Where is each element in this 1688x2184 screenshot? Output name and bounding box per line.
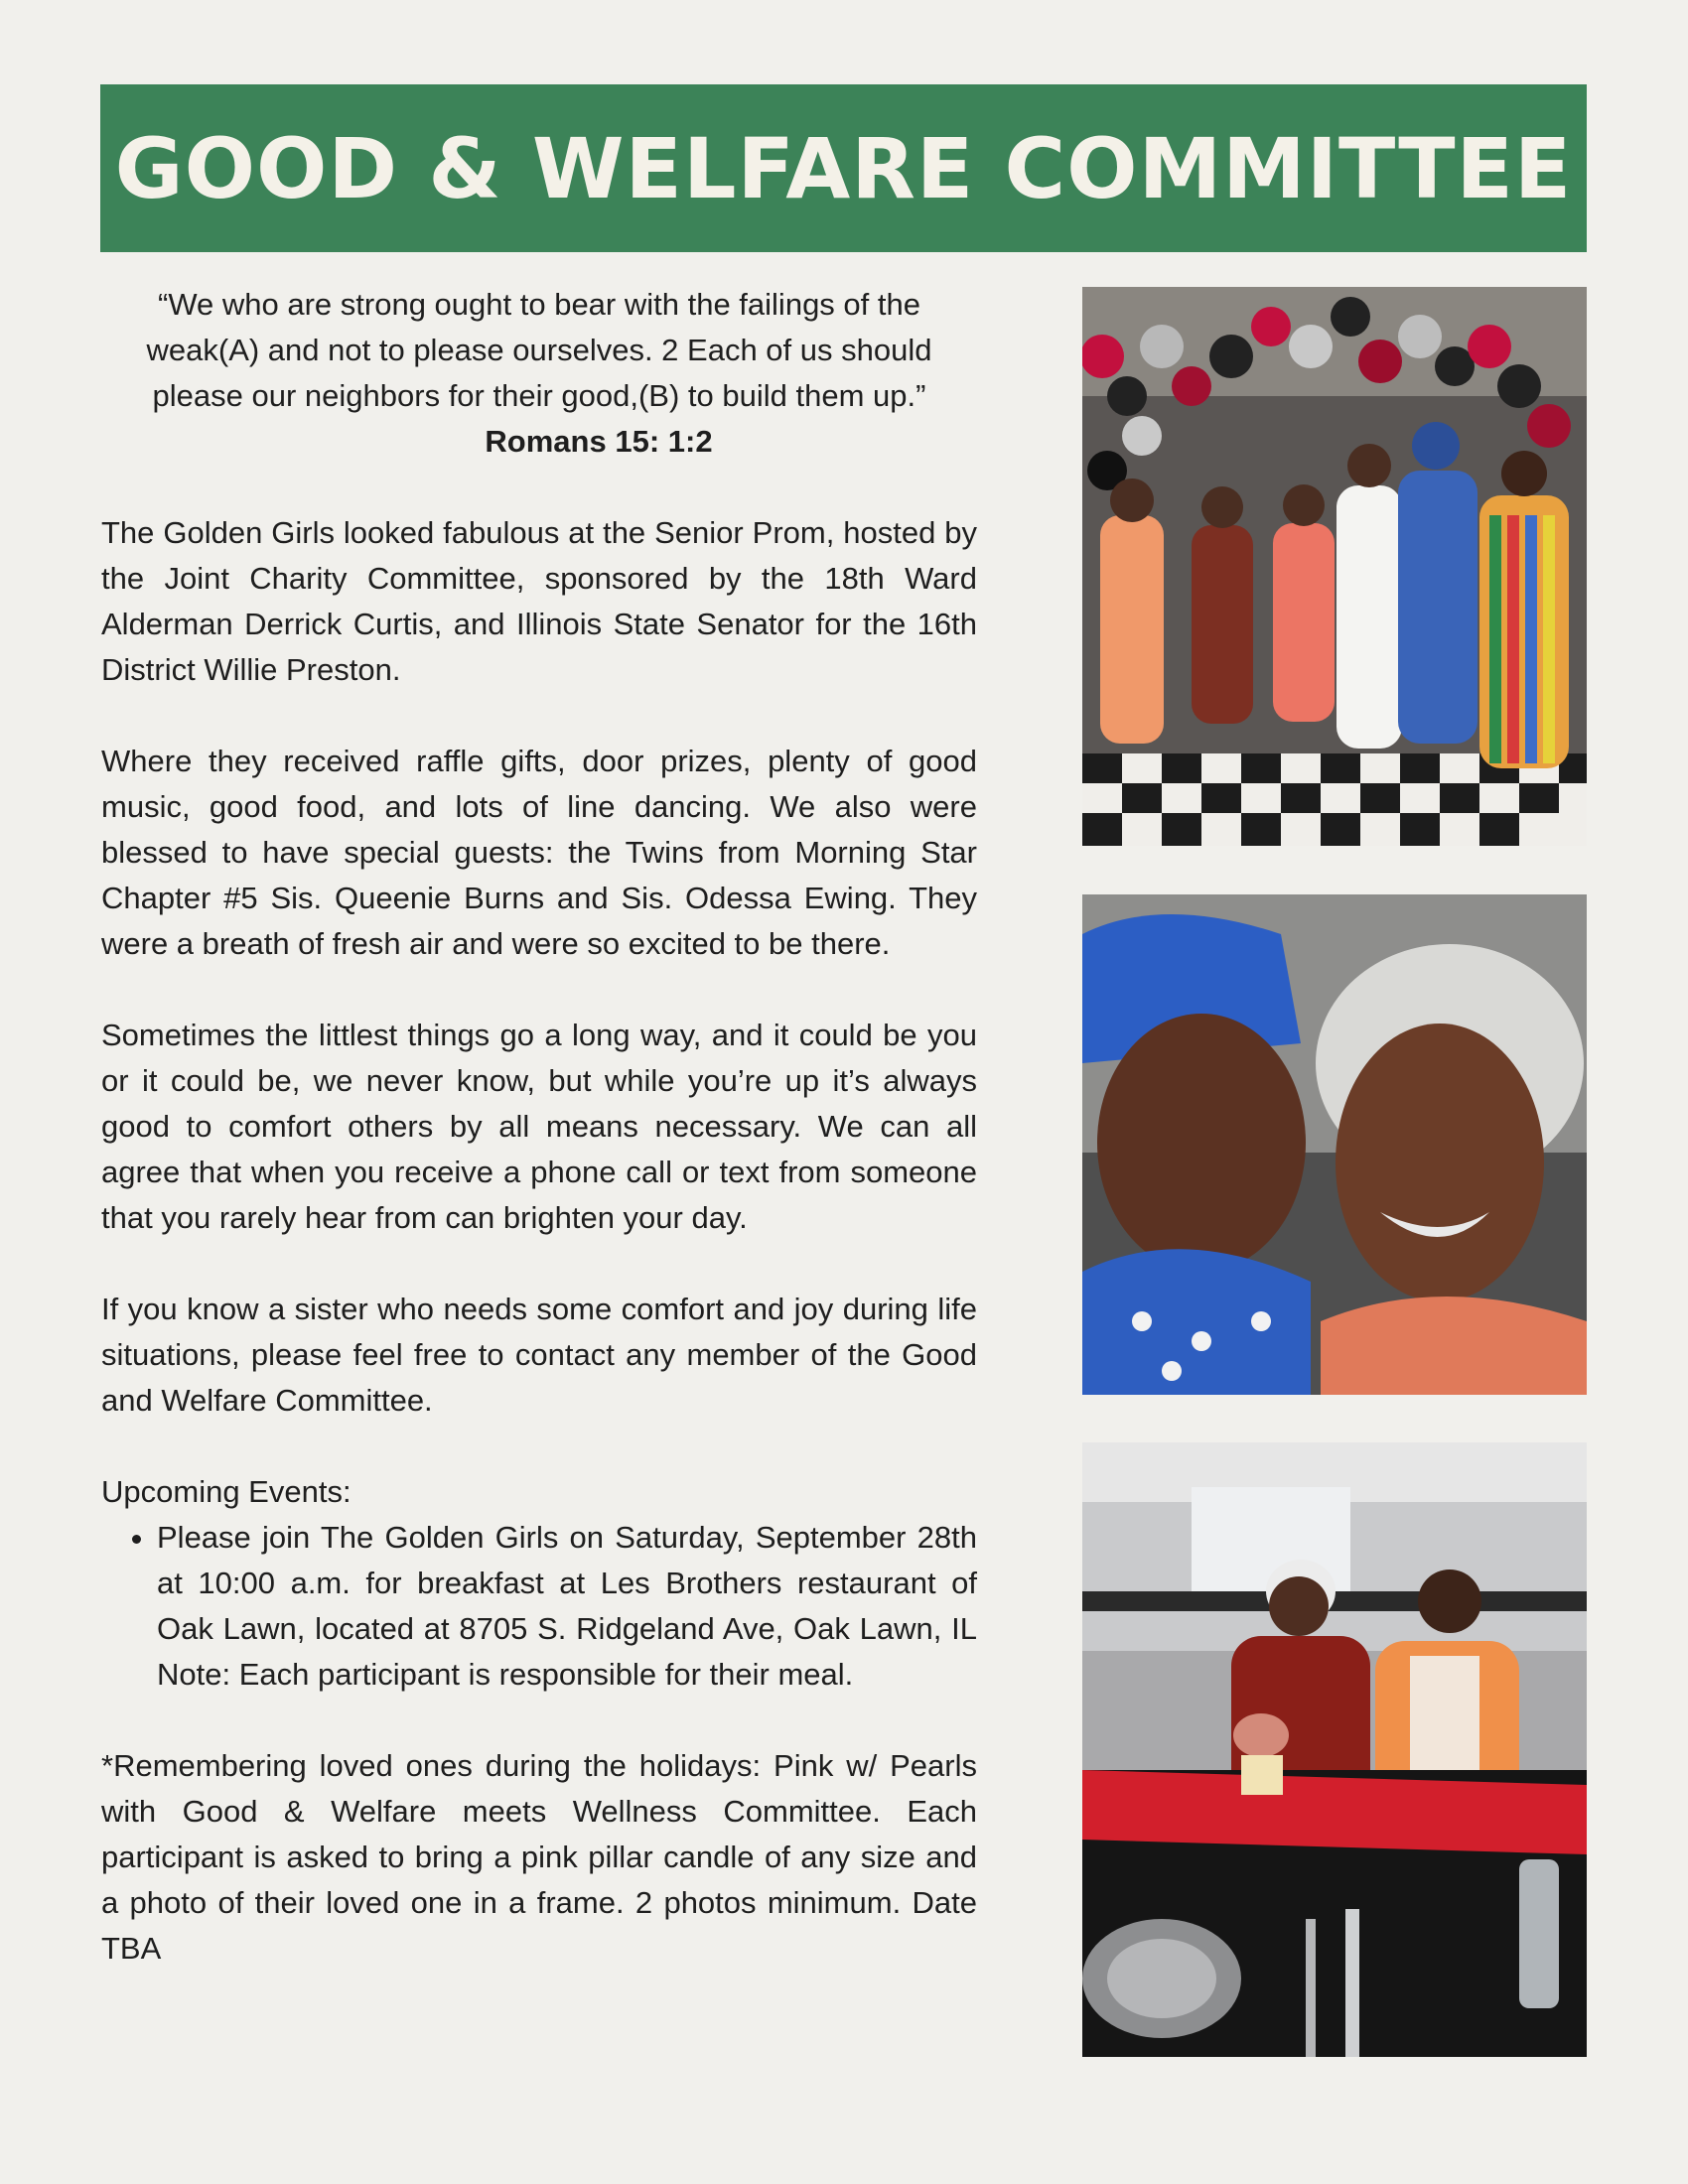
paragraph-comfort-others: Sometimes the littlest things go a long way, and it could be you or it could be, we never know, but while you’re up it’s always good to comfort others by all means necessary. We can all agree that when you receive a phone call or text from someone that you rarely hear from can brighten your day. bbox=[101, 1018, 977, 1235]
paragraph-contact-committee: If you know a sister who needs some comfort and joy during life situations, please feel free to contact any member of the Good and Welfare Committee. bbox=[101, 1292, 977, 1418]
paragraph-remembering: *Remembering loved ones during the holidays: Pink w/ Pearls with Good & Welfare meets Wellness Committee. Each participant is asked to bring a pink pillar candle of any size and a photo of their loved one in a frame. 2 photos minimum. Date TBA bbox=[101, 1748, 977, 1966]
paragraph-senior-prom: The Golden Girls looked fabulous at the Senior Prom, hosted by the Joint Charity Committee, sponsored by the 18th Ward Alderman Derrick Curtis, and Illinois State Senator for the 16th District Willie Preston. bbox=[101, 515, 977, 687]
bible-quote: “We who are strong ought to bear with the failings of the weak(A) and not to please ourselves. 2 Each of us should please our neighbors for their good,(B) to build them up.” bbox=[146, 287, 932, 413]
list-item: • Please join The Golden Girls on Saturday, September 28th at 10:00 a.m. for breakfast at Les Brothers restaurant of Oak Lawn, located at 8705 S. Ridgeland Ave, Oak Lawn, IL Note: Each participant is responsible for their meal. bbox=[157, 1515, 977, 1698]
title-banner bbox=[100, 84, 1587, 252]
events-list bbox=[101, 1515, 977, 1698]
photo-two-women-selfie bbox=[1082, 894, 1587, 1395]
photo-senior-prom-group bbox=[1082, 287, 1587, 846]
events-heading: Upcoming Events: bbox=[101, 1474, 352, 1509]
article-body bbox=[101, 282, 977, 1972]
photo-banquet-table bbox=[1082, 1442, 1587, 2057]
page-title: GOOD & WELFARE COMMITTEE bbox=[114, 119, 1573, 217]
bible-reference: Romans 15: 1:2 bbox=[485, 424, 713, 459]
paragraph-raffle-guests: Where they received raffle gifts, door prizes, plenty of good music, good food, and lots of line dancing. We also were blessed to have special guests: the Twins from Morning Star Chapter #5 Sis. Queenie Burns and Sis. Odessa Ewing. They were a breath of fresh air and were so excited to be there. bbox=[101, 744, 977, 961]
